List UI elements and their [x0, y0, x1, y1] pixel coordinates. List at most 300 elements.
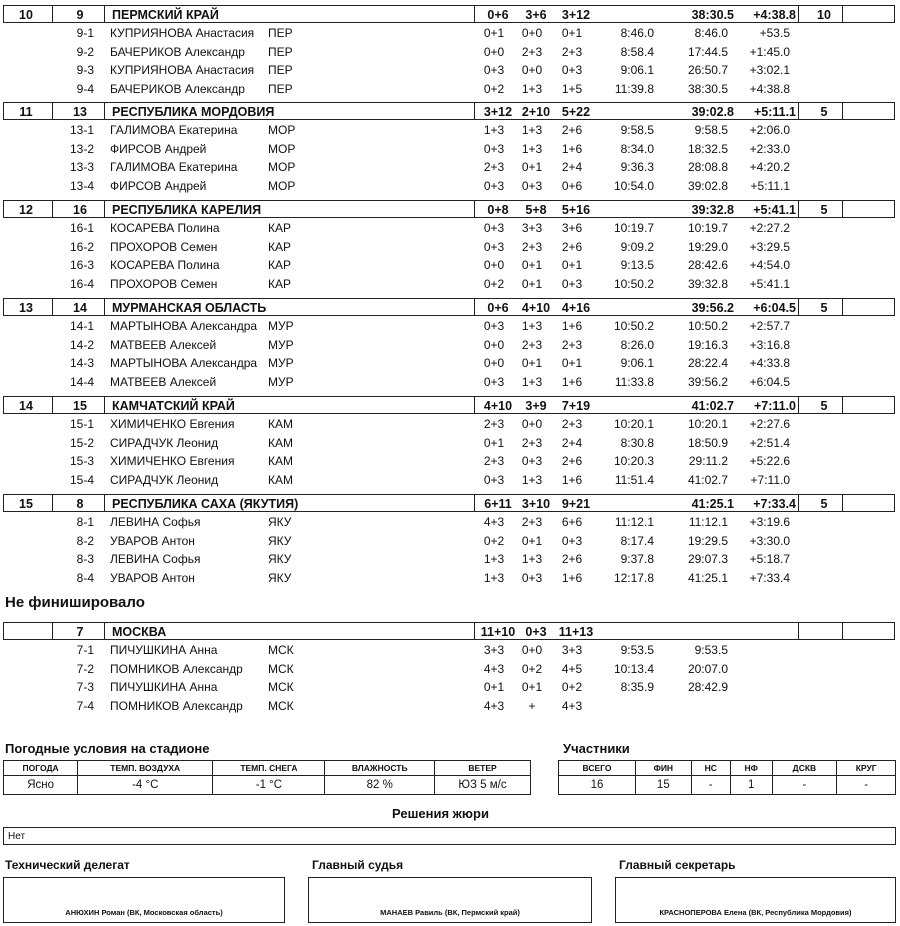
cell-divider [52, 201, 53, 217]
signature-box-chief-secretary [615, 877, 896, 923]
team-behind: +4:38.8 [753, 8, 796, 22]
leg-shoot-total: 2+6 [561, 239, 583, 254]
athlete-region: МОР [268, 141, 296, 156]
cell-divider [842, 299, 843, 315]
leg-number: 13-2 [69, 141, 94, 156]
cell-divider [798, 6, 799, 22]
leg-shoot-prone: 4+3 [483, 698, 505, 713]
leg-shoot-total: 2+3 [561, 417, 583, 431]
weather-value-cell: 82 % [325, 776, 435, 795]
leg-number: 8-1 [76, 515, 94, 529]
athlete-region: ЯКУ [268, 570, 292, 585]
leg-behind: +3:16.8 [749, 337, 790, 352]
athlete-region: МСК [268, 643, 294, 657]
leg-shoot-prone: 0+1 [483, 26, 505, 40]
leg-total-time: 19:16.3 [687, 337, 728, 352]
team-behind: +7:33.4 [753, 497, 796, 511]
leg-shoot-total: 0+3 [561, 533, 583, 548]
leg-shoot-total: 2+4 [561, 435, 583, 450]
team-time: 39:56.2 [691, 301, 734, 315]
leg-shoot-prone: 4+3 [483, 661, 505, 676]
participants-header-cell: ФИН [636, 761, 692, 776]
team-name: КАМЧАТСКИЙ КРАЙ [112, 399, 235, 413]
leg-time: 8:26.0 [620, 337, 654, 352]
leg-time: 8:35.9 [620, 680, 654, 695]
team-header-row [3, 494, 895, 512]
team-shoot-standing: 4+10 [521, 301, 551, 315]
athlete-name: ЛЕВИНА Софья [110, 515, 201, 529]
leg-row [0, 275, 900, 293]
leg-number: 16-3 [69, 258, 94, 273]
leg-shoot-prone: 0+0 [483, 356, 505, 371]
leg-behind: +3:02.1 [749, 63, 790, 78]
athlete-region: КАМ [268, 454, 293, 469]
athlete-name: ПРОХОРОВ Семен [110, 239, 218, 254]
team-shoot-prone: 4+10 [483, 399, 513, 413]
leg-shoot-standing: 1+3 [521, 472, 543, 487]
leg-total-time: 8:46.0 [694, 26, 728, 40]
leg-behind: +2:57.7 [749, 319, 790, 333]
leg-shoot-prone: 0+2 [483, 533, 505, 548]
leg-number: 14-2 [69, 337, 94, 352]
leg-shoot-standing: 0+1 [521, 533, 543, 548]
athlete-region: КАМ [268, 417, 293, 431]
team-place: 12 [19, 203, 33, 217]
cell-divider [52, 6, 53, 22]
cell-divider [842, 397, 843, 413]
cell-divider [104, 623, 105, 639]
leg-time: 8:17.4 [620, 533, 654, 548]
leg-row [0, 61, 900, 79]
leg-row [0, 158, 900, 176]
athlete-region: ЯКУ [268, 515, 292, 529]
leg-shoot-prone: 0+1 [483, 680, 505, 695]
leg-total-time: 18:50.9 [687, 435, 728, 450]
leg-shoot-standing: 0+1 [521, 160, 543, 175]
leg-number: 15-4 [69, 472, 94, 487]
leg-total-time: 29:07.3 [687, 552, 728, 567]
jury-title: Решения жюри [392, 806, 489, 821]
cell-divider [474, 201, 475, 217]
cell-divider [842, 6, 843, 22]
leg-shoot-standing: 2+3 [521, 435, 543, 450]
leg-number: 8-2 [76, 533, 94, 548]
leg-shoot-standing: 2+3 [521, 337, 543, 352]
athlete-region: МУР [268, 337, 294, 352]
leg-behind: +5:22.6 [749, 454, 790, 469]
leg-time: 11:39.8 [614, 81, 654, 96]
athlete-region: МОР [268, 178, 296, 193]
leg-shoot-total: 2+6 [561, 123, 583, 137]
leg-total-time: 17:44.5 [687, 44, 728, 59]
leg-time: 9:06.1 [620, 356, 654, 371]
leg-total-time: 19:29.0 [687, 239, 728, 254]
cell-divider [798, 299, 799, 315]
team-header-row [3, 298, 895, 316]
leg-time: 10:54.0 [613, 178, 654, 193]
athlete-region: ПЕР [268, 81, 293, 96]
leg-shoot-total: 4+5 [561, 661, 583, 676]
athlete-name: БАЧЕРИКОВ Александр [110, 44, 245, 59]
athlete-name: ПИЧУШКИНА Анна [110, 680, 218, 695]
team-points: 5 [820, 497, 828, 511]
athlete-region: МСК [268, 680, 294, 695]
leg-time: 9:53.5 [620, 643, 654, 657]
leg-behind: +5:18.7 [749, 552, 790, 567]
leg-shoot-total: 1+6 [561, 570, 583, 585]
jury-decision: Нет [3, 827, 896, 845]
participants-value-cell: 16 [559, 776, 636, 795]
team-name: МОСКВА [112, 625, 167, 639]
leg-shoot-standing: 2+3 [521, 239, 543, 254]
leg-shoot-prone: 2+3 [483, 417, 505, 431]
athlete-name: ПОМНИКОВ Александр [110, 661, 243, 676]
leg-number: 13-4 [69, 178, 94, 193]
team-points: 5 [820, 301, 828, 315]
weather-header-cell: ВЕТЕР [434, 761, 530, 776]
leg-total-time: 28:08.8 [687, 160, 728, 175]
leg-time: 11:33.8 [614, 374, 654, 389]
leg-row [0, 641, 900, 659]
leg-behind: +2:06.0 [749, 123, 790, 137]
leg-number: 15-3 [69, 454, 94, 469]
leg-total-time: 10:20.1 [687, 417, 728, 431]
leg-number: 8-4 [76, 570, 94, 585]
leg-total-time: 10:50.2 [687, 319, 728, 333]
weather-value-cell: -4 °C [78, 776, 213, 795]
team-shoot-standing: 0+3 [525, 625, 547, 639]
leg-shoot-prone: 0+0 [483, 258, 505, 273]
leg-number: 8-3 [76, 552, 94, 567]
leg-total-time: 41:02.7 [687, 472, 728, 487]
team-place: 15 [19, 497, 33, 511]
leg-shoot-total: 6+6 [561, 515, 583, 529]
leg-row [0, 24, 900, 42]
leg-total-time: 39:32.8 [687, 276, 728, 291]
leg-shoot-prone: 1+3 [483, 123, 505, 137]
team-shoot-total: 7+19 [561, 399, 591, 413]
leg-shoot-prone: 2+3 [483, 160, 505, 175]
leg-shoot-total: 0+1 [561, 26, 583, 40]
team-shoot-prone: 0+6 [487, 301, 509, 315]
leg-row [0, 43, 900, 61]
leg-total-time: 10:19.7 [687, 221, 728, 235]
team-shoot-total: 4+16 [561, 301, 591, 315]
leg-time: 8:46.0 [620, 26, 654, 40]
leg-shoot-total: 4+3 [561, 698, 583, 713]
cell-divider [798, 495, 799, 511]
leg-row [0, 678, 900, 696]
participants-value-cell: - [691, 776, 730, 795]
leg-shoot-standing: 0+3 [521, 178, 543, 193]
leg-shoot-standing: 2+3 [521, 44, 543, 59]
participants-header-cell: НС [691, 761, 730, 776]
leg-shoot-standing: 0+1 [521, 356, 543, 371]
signature-person: АНЮХИН Роман (ВК, Московская область) [65, 908, 223, 917]
leg-total-time: 18:32.5 [687, 141, 728, 156]
leg-shoot-prone: 0+3 [483, 141, 505, 156]
dnf-title: Не финишировало [5, 594, 145, 611]
athlete-name: КУПРИЯНОВА Анастасия [110, 26, 255, 40]
athlete-name: ПОМНИКОВ Александр [110, 698, 243, 713]
leg-total-time: 11:12.1 [688, 515, 728, 529]
leg-number: 13-3 [69, 160, 94, 175]
cell-divider [474, 397, 475, 413]
team-name: РЕСПУБЛИКА МОРДОВИЯ [112, 105, 275, 119]
leg-shoot-standing: 0+0 [521, 63, 543, 78]
leg-behind: +4:38.8 [749, 81, 790, 96]
cell-divider [842, 103, 843, 119]
team-shoot-total: 9+21 [561, 497, 591, 511]
athlete-region: ПЕР [268, 26, 293, 40]
team-header-row [3, 622, 895, 640]
leg-behind: +2:51.4 [749, 435, 790, 450]
participants-table [558, 760, 896, 795]
athlete-name: ФИРСОВ Андрей [110, 141, 207, 156]
team-header-row [3, 396, 895, 414]
leg-row [0, 121, 900, 139]
leg-behind: +3:30.0 [749, 533, 790, 548]
cell-divider [52, 623, 53, 639]
cell-divider [798, 103, 799, 119]
leg-number: 15-2 [69, 435, 94, 450]
leg-shoot-standing: 0+3 [521, 570, 543, 585]
team-place: 14 [19, 399, 33, 413]
leg-shoot-prone: 0+0 [483, 337, 505, 352]
athlete-region: ЯКУ [268, 533, 292, 548]
leg-behind: +4:33.8 [749, 356, 790, 371]
leg-behind: +6:04.5 [749, 374, 790, 389]
leg-time: 9:37.8 [620, 552, 654, 567]
athlete-name: КУПРИЯНОВА Анастасия [110, 63, 255, 78]
team-shoot-prone: 0+6 [487, 8, 509, 22]
athlete-name: УВАРОВ Антон [110, 533, 195, 548]
team-time: 38:30.5 [691, 8, 734, 22]
leg-shoot-prone: 0+3 [483, 472, 505, 487]
signature-label-chief-secretary: Главный секретарь [619, 858, 736, 872]
athlete-region: МОР [268, 160, 296, 175]
leg-row [0, 550, 900, 568]
team-shoot-standing: 5+8 [525, 203, 547, 217]
leg-shoot-prone: 3+3 [483, 643, 505, 657]
leg-total-time: 28:22.4 [687, 356, 728, 371]
leg-total-time: 41:25.1 [687, 570, 728, 585]
leg-time: 8:34.0 [620, 141, 654, 156]
participants-value-cell: - [837, 776, 896, 795]
leg-time: 10:20.1 [613, 417, 654, 431]
leg-shoot-total: 0+1 [561, 356, 583, 371]
leg-time: 12:17.8 [613, 570, 654, 585]
leg-number: 7-3 [76, 680, 94, 695]
leg-shoot-total: 2+6 [561, 552, 583, 567]
cell-divider [842, 623, 843, 639]
team-points: 5 [820, 105, 828, 119]
cell-divider [842, 201, 843, 217]
leg-shoot-standing: 0+0 [521, 417, 543, 431]
cell-divider [474, 6, 475, 22]
leg-row [0, 373, 900, 391]
athlete-name: КОСАРЕВА Полина [110, 258, 220, 273]
cell-divider [104, 6, 105, 22]
team-place: 10 [19, 8, 33, 22]
leg-shoot-total: 2+4 [561, 160, 583, 175]
athlete-region: КАР [268, 276, 291, 291]
leg-shoot-standing: 0+1 [521, 680, 543, 695]
cell-divider [52, 103, 53, 119]
athlete-name: ПИЧУШКИНА Анна [110, 643, 218, 657]
athlete-name: СИРАДЧУК Леонид [110, 435, 219, 450]
weather-header-cell: ТЕМП. ВОЗДУХА [78, 761, 213, 776]
team-header-row [3, 5, 895, 23]
athlete-name: ГАЛИМОВА Екатерина [110, 123, 238, 137]
leg-behind: +2:27.2 [749, 221, 790, 235]
leg-row [0, 336, 900, 354]
team-bib: 13 [73, 105, 87, 119]
participants-header-cell: ВСЕГО [559, 761, 636, 776]
leg-time: 9:06.1 [620, 63, 654, 78]
leg-number: 9-3 [76, 63, 94, 78]
athlete-name: БАЧЕРИКОВ Александр [110, 81, 245, 96]
athlete-name: ЛЕВИНА Софья [110, 552, 201, 567]
leg-shoot-total: 0+3 [561, 63, 583, 78]
cell-divider [474, 623, 475, 639]
leg-shoot-standing: 1+3 [521, 141, 543, 156]
leg-behind: +53.5 [759, 26, 790, 40]
team-shoot-standing: 3+6 [525, 8, 547, 22]
team-name: МУРМАНСКАЯ ОБЛАСТЬ [112, 301, 267, 315]
cell-divider [52, 495, 53, 511]
team-place: 11 [19, 105, 33, 119]
leg-shoot-standing: 1+3 [521, 123, 543, 137]
participants-header-cell: ДСКВ [772, 761, 837, 776]
leg-shoot-total: 0+3 [561, 276, 583, 291]
leg-shoot-total: 0+6 [561, 178, 583, 193]
signature-box-tech-delegate [3, 877, 285, 923]
leg-number: 7-4 [76, 698, 94, 713]
leg-behind: +7:11.0 [750, 472, 790, 487]
leg-number: 9-2 [76, 44, 94, 59]
participants-value-cell: 15 [636, 776, 692, 795]
leg-behind: +7:33.4 [749, 570, 790, 585]
leg-behind: +4:54.0 [749, 258, 790, 273]
leg-shoot-standing: 1+3 [521, 552, 543, 567]
leg-shoot-prone: 0+0 [483, 44, 505, 59]
team-bib: 8 [76, 497, 84, 511]
leg-shoot-standing: 0+0 [521, 26, 543, 40]
leg-shoot-prone: 0+2 [483, 276, 505, 291]
cell-divider [52, 397, 53, 413]
leg-number: 9-4 [76, 81, 94, 96]
team-shoot-prone: 11+10 [480, 625, 516, 639]
team-shoot-standing: 2+10 [521, 105, 551, 119]
leg-shoot-prone: 0+3 [483, 374, 505, 389]
leg-time: 10:50.2 [613, 319, 654, 333]
athlete-name: ХИМИЧЕНКО Евгения [110, 417, 235, 431]
team-behind: +5:11.1 [753, 105, 796, 119]
participants-header-cell: НФ [730, 761, 772, 776]
team-points: 5 [820, 203, 828, 217]
team-points: 5 [820, 399, 828, 413]
signature-person: МАНАЕВ Равиль (ВК, Пермский край) [380, 908, 520, 917]
participants-title: Участники [563, 741, 630, 756]
leg-time: 10:19.7 [613, 221, 654, 235]
leg-number: 15-1 [69, 417, 94, 431]
team-shoot-total: 5+16 [561, 203, 591, 217]
weather-value-cell: -1 °C [213, 776, 325, 795]
team-shoot-prone: 0+8 [487, 203, 509, 217]
leg-shoot-prone: 0+3 [483, 319, 505, 333]
leg-total-time: 28:42.6 [687, 258, 728, 273]
athlete-name: ХИМИЧЕНКО Евгения [110, 454, 235, 469]
leg-row [0, 569, 900, 587]
athlete-name: КОСАРЕВА Полина [110, 221, 220, 235]
leg-row [0, 354, 900, 372]
leg-row [0, 140, 900, 158]
leg-number: 7-1 [76, 643, 94, 657]
team-bib: 9 [76, 8, 84, 22]
leg-shoot-total: 1+5 [561, 81, 583, 96]
team-place: 13 [19, 301, 33, 315]
cell-divider [104, 495, 105, 511]
team-name: ПЕРМСКИЙ КРАЙ [112, 8, 219, 22]
leg-row [0, 532, 900, 550]
cell-divider [474, 299, 475, 315]
leg-shoot-total: 1+6 [561, 472, 583, 487]
leg-total-time: 19:29.5 [687, 533, 728, 548]
leg-row [0, 434, 900, 452]
leg-shoot-standing: 1+3 [521, 81, 543, 96]
leg-row [0, 697, 900, 715]
team-shoot-total: 11+13 [558, 625, 594, 639]
leg-time: 11:51.4 [614, 472, 654, 487]
weather-table [3, 760, 531, 795]
athlete-region: МСК [268, 698, 294, 713]
leg-row [0, 660, 900, 678]
team-time: 39:32.8 [691, 203, 734, 217]
cell-divider [52, 299, 53, 315]
leg-row [0, 415, 900, 433]
team-shoot-prone: 6+11 [484, 497, 512, 511]
leg-shoot-prone: 0+3 [483, 178, 505, 193]
team-points: 10 [817, 8, 831, 22]
team-bib: 15 [73, 399, 87, 413]
team-behind: +5:41.1 [753, 203, 796, 217]
athlete-region: ЯКУ [268, 552, 292, 567]
leg-shoot-total: 0+1 [561, 258, 583, 273]
leg-shoot-prone: 0+1 [483, 435, 505, 450]
leg-shoot-total: 1+6 [561, 141, 583, 156]
athlete-region: МУР [268, 356, 294, 371]
athlete-name: МАРТЫНОВА Александра [110, 319, 258, 333]
athlete-name: ГАЛИМОВА Екатерина [110, 160, 238, 175]
team-bib: 16 [73, 203, 87, 217]
team-shoot-total: 5+22 [561, 105, 591, 119]
team-bib: 14 [73, 301, 87, 315]
leg-shoot-standing: 0+1 [521, 258, 543, 273]
athlete-region: МСК [268, 661, 294, 676]
athlete-region: ПЕР [268, 63, 293, 78]
athlete-region: КАР [268, 239, 291, 254]
leg-total-time: 39:56.2 [687, 374, 728, 389]
team-shoot-total: 3+12 [561, 8, 591, 22]
cell-divider [104, 397, 105, 413]
leg-row [0, 452, 900, 470]
cell-divider [798, 623, 799, 639]
team-header-row [3, 200, 895, 218]
team-shoot-standing: 3+9 [525, 399, 547, 413]
cell-divider [798, 201, 799, 217]
leg-time: 10:50.2 [613, 276, 654, 291]
